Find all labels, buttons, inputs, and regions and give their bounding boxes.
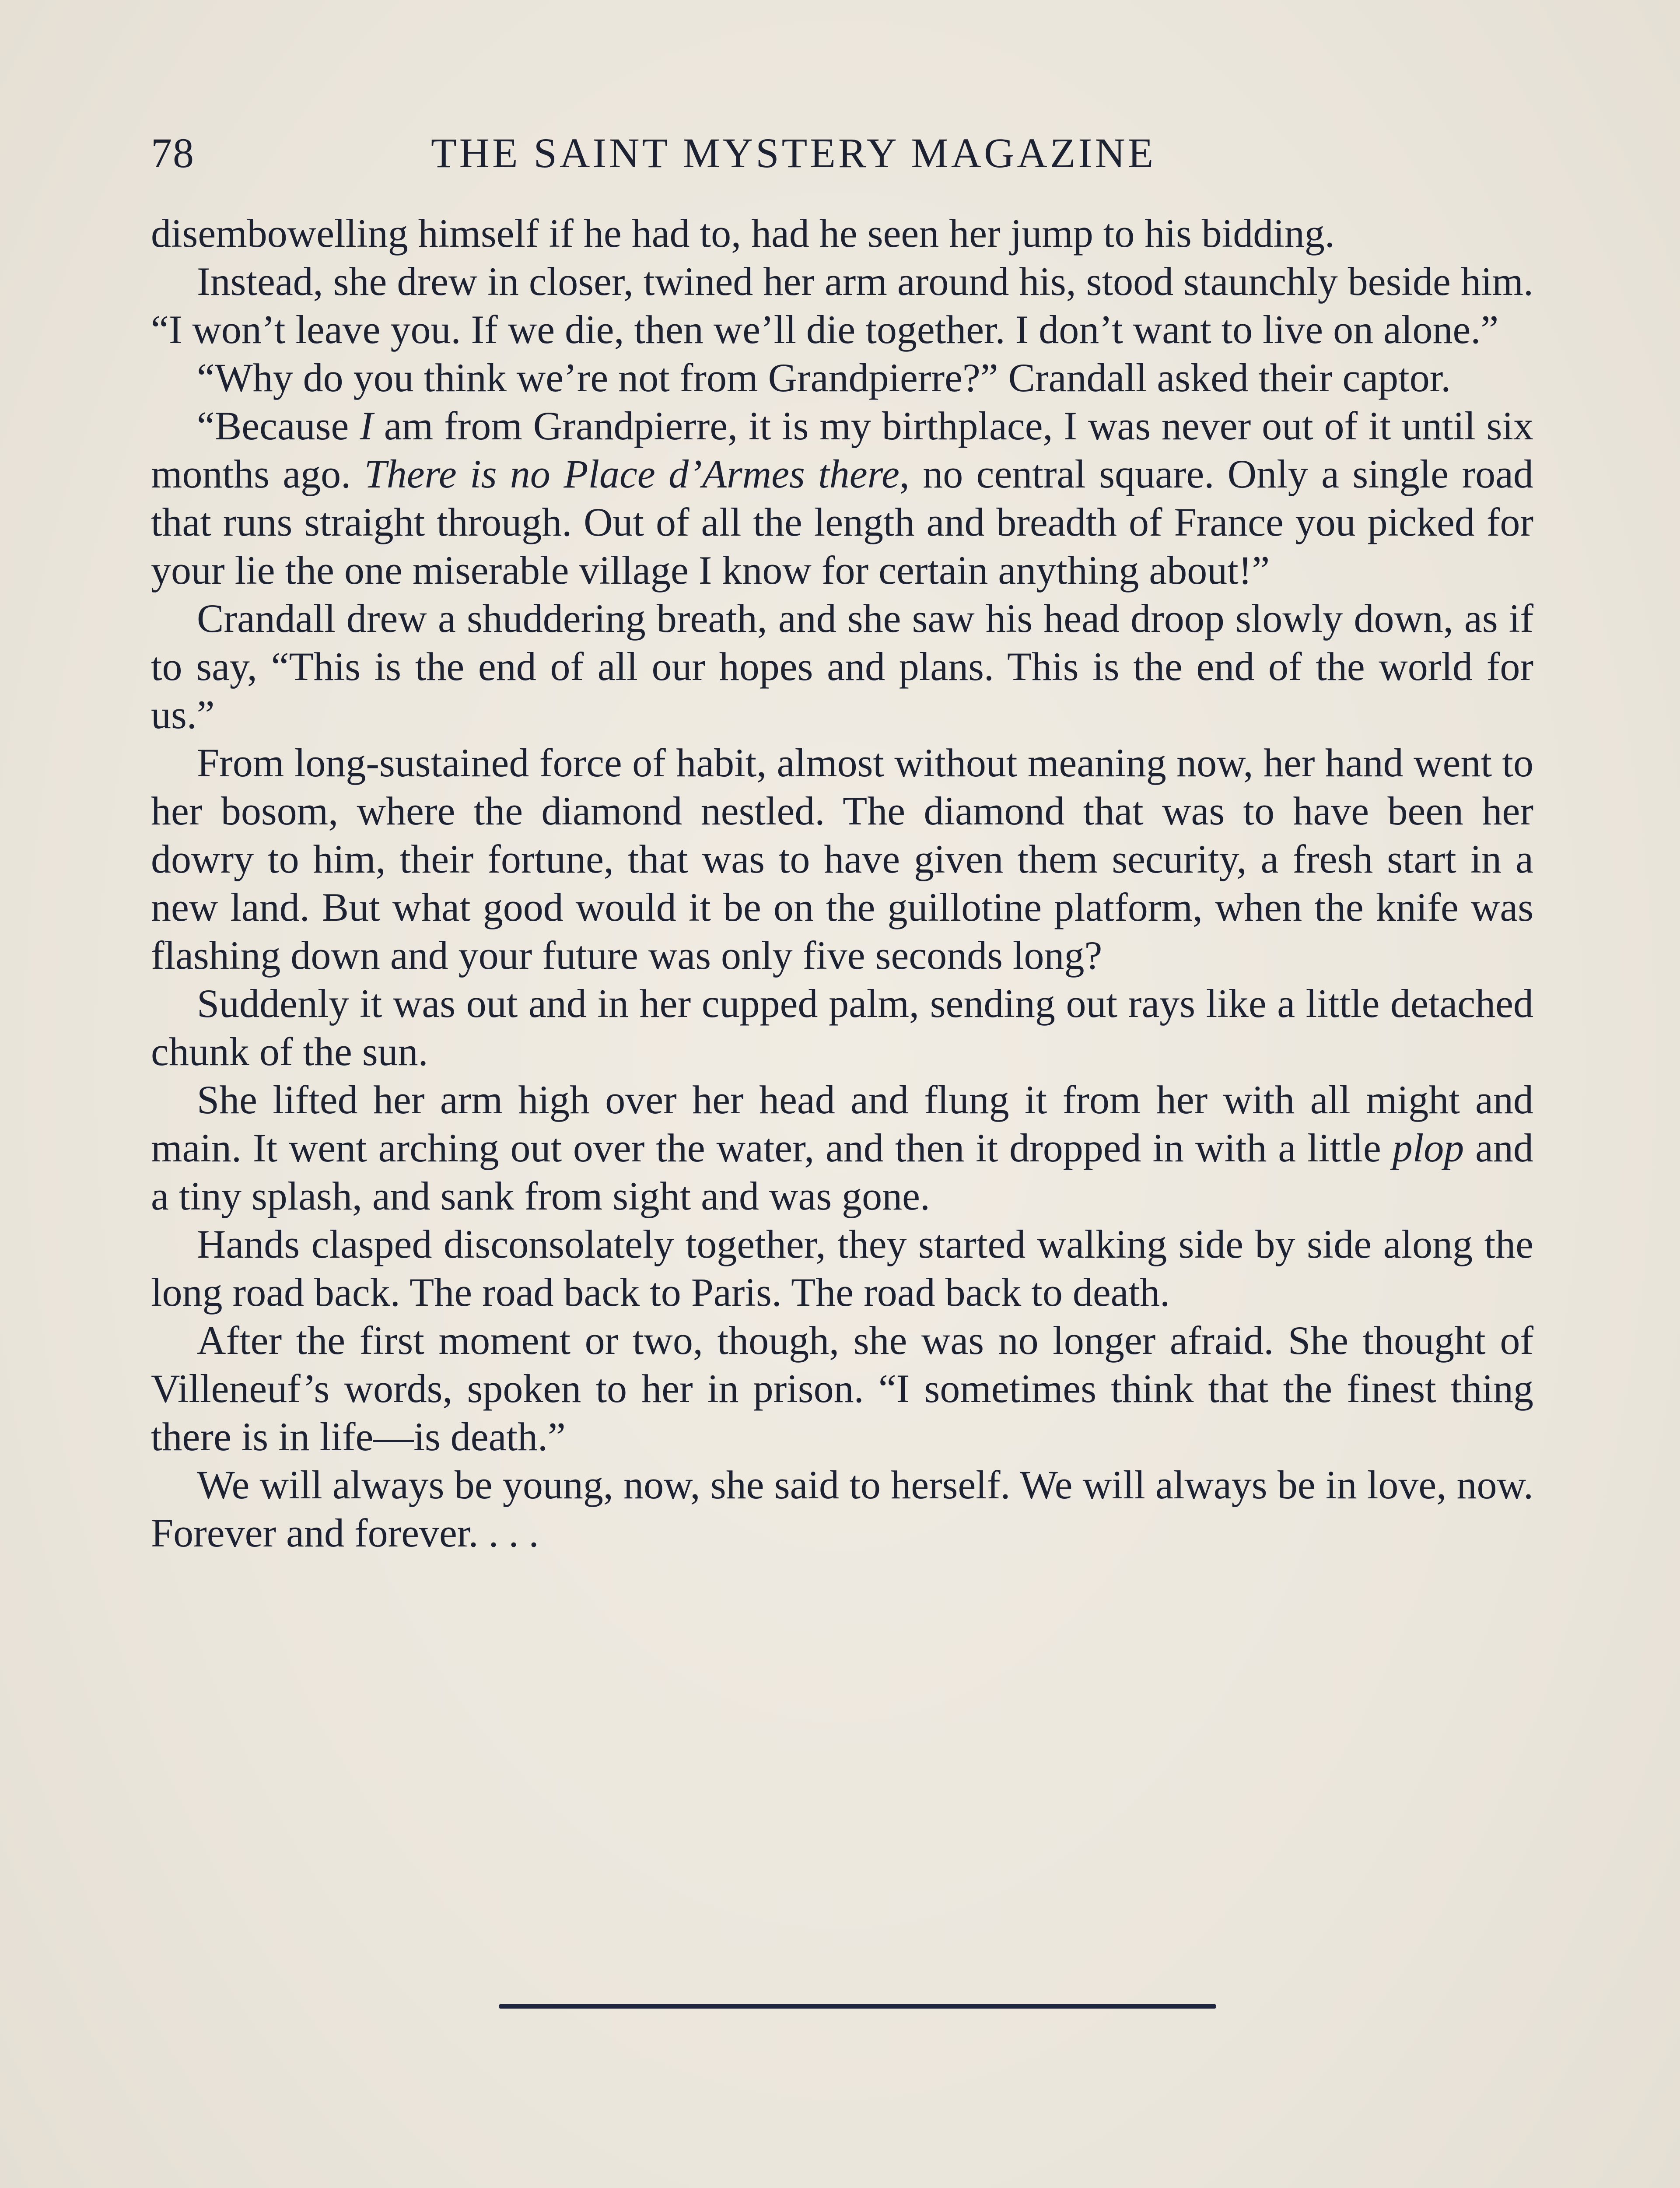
paragraph-5	[151, 594, 1533, 739]
paragraph-2-text: Instead, she drew in closer, twined her arm around his, stood staunchly beside him. “I won’t leave you. If we die, then we’ll die together. I don’t want to live on alone.”	[151, 259, 1533, 352]
paragraph-4-text-c: , no central square. Only a single road that runs straight through. Out of all the length and breadth of France you picked for your lie the one miserable village I know for certain anything about!”	[151, 452, 1534, 593]
story-end-rule	[499, 2004, 1216, 2009]
paragraph-8-text-b: and a tiny splash, and sank from sight and was gone.	[151, 1126, 1533, 1218]
paragraph-1-text: disembowelling himself if he had to, had he seen her jump to his bidding.	[151, 211, 1335, 256]
paragraph-9-text: Hands clasped disconsolately together, they started walking side by side along the long road back. The road back to Paris. The road back to death.	[151, 1222, 1533, 1315]
paragraph-8-italic: plop	[1392, 1126, 1464, 1170]
paragraph-8	[151, 1076, 1533, 1220]
paragraph-2	[151, 257, 1533, 354]
page-number: 78	[151, 130, 195, 176]
paragraph-10-text: After the first moment or two, though, she was no longer afraid. She thought of Villeneuf’s words, spoken to her in prison. “I sometimes think that the finest thing there is in life—is death.”	[151, 1318, 1533, 1459]
paragraph-8-text-a: She lifted her arm high over her head and flung it from her with all might and main. It went arching out over the water, and then it dropped in with a little	[151, 1077, 1533, 1170]
paragraph-4	[151, 402, 1533, 594]
paragraph-4-italic-a: I	[360, 403, 373, 448]
paragraph-4-italic-b: There is no Place d’Armes there	[364, 452, 900, 496]
paragraph-10	[151, 1316, 1533, 1461]
page-header	[151, 127, 1542, 179]
paragraph-9	[151, 1220, 1533, 1316]
running-title: THE SAINT MYSTERY MAGAZINE	[431, 130, 1156, 176]
paragraph-5-text: Crandall drew a shuddering breath, and she saw his head droop slowly down, as if to say, “This is the end of all our hopes and plans. This is the end of the world for us.”	[151, 596, 1533, 737]
paragraph-4-text-a: “Because	[197, 403, 360, 448]
paragraph-11-text: We will always be young, now, she said to herself. We will always be in love, now. Forever and forever. . . .	[151, 1462, 1533, 1555]
paragraph-3-text: “Why do you think we’re not from Grandpierre?” Crandall asked their captor.	[197, 355, 1451, 400]
paragraph-3	[151, 354, 1533, 402]
paragraph-1	[151, 209, 1533, 257]
story-text	[151, 209, 1533, 1557]
paragraph-7	[151, 979, 1533, 1076]
paragraph-7-text: Suddenly it was out and in her cupped palm, sending out rays like a little detached chunk of the sun.	[151, 981, 1533, 1074]
paragraph-6-text: From long-sustained force of habit, almost without meaning now, her hand went to her bosom, where the diamond nestled. The diamond that was to have been her dowry to him, their fortune, that was to have given them security, a fresh start in a new land. But what good would it be on the guillotine platform, when the knife was flashing down and your future was only five seconds long?	[151, 740, 1533, 978]
paragraph-6	[151, 739, 1533, 979]
paragraph-4-text-b: am from Grandpierre, it is my birthplace, I was never out of it until six months ago.	[151, 403, 1533, 496]
paragraph-11	[151, 1461, 1533, 1557]
